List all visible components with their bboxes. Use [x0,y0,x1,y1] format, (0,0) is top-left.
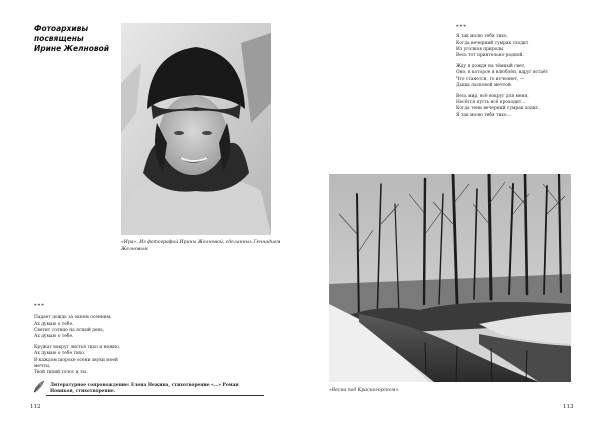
landscape-caption: «Весна под Красногорском». [329,388,400,393]
portrait-photo [121,23,271,235]
poem-line: Весь мир, всё вокруг для меня, [456,93,529,99]
poem-line: Несётся пусть всё проходит... [456,99,526,105]
title-line: посвящены [34,34,84,43]
winter-landscape-illustration [329,174,571,382]
poem-line: Я так молю тебя тихо, [456,34,508,40]
credit-text: Литературное сопровождение: Елена Нежина, стихотворение «…» Роман Новиков, стихотворение. [50,383,239,394]
poem-stars: *** [34,303,45,309]
poem-stanza [34,315,124,340]
poem-line: Дыша ласковой мечтой. [456,82,513,88]
portrait-illustration [121,23,271,235]
poem-line: Ах думаю о тебе. [34,321,74,327]
poem-line: Падает дождь за окном осенним, [34,315,112,321]
poem-line: Что станется, то исчезнет, — [456,76,525,82]
poem-line: Жду я дождя на тёмный свет, [456,63,526,69]
poem-line: Весь тот приятельно-родной. [456,53,524,59]
left-poem [34,303,124,381]
landscape-photo [329,174,571,382]
title-line: Ирине Желновой [34,44,110,53]
page-number-right: 113 [563,404,574,410]
poem-stanza [34,345,124,376]
quill-icon [32,380,46,394]
poem-line: В каждом шорохе осени звуки моей мечты, [34,357,118,369]
poem-line: Кружат вокруг листья тихо и нежно, [34,344,121,350]
poem-line: Когда вечерний сумрак сходит [456,40,529,46]
poem-stanza [456,64,566,89]
portrait-caption: «Ира». Из фотографий Ирины Желновой, сделанных Геннадием Желновым [121,240,281,252]
page-number-left: 112 [30,404,41,410]
poem-stanza [456,34,566,59]
poem-line: Светит солнце на ясный день, [34,327,105,333]
credit-block [32,378,264,395]
title-line: Фотоархивы [34,24,89,33]
poem-line: Из уголков природы [456,46,504,52]
article-title [34,24,126,54]
poem-line: Ах думаю о тебе тихо. [34,351,86,357]
credit-divider [46,395,264,396]
right-poem [456,24,566,123]
poem-stanza [456,94,566,119]
poem-line: Твой тихий голос и ты. [34,370,88,376]
poem-stars: *** [456,24,467,30]
poem-line: Я так молю тебя тихо... [456,112,511,118]
poem-line: Оно, в которое я влюблён, вдруг встаёт [456,70,549,76]
poem-line: Ах думаю о тебе. [34,334,74,340]
poem-line: Когда тени вечерний сумрак ходит, [456,106,540,112]
